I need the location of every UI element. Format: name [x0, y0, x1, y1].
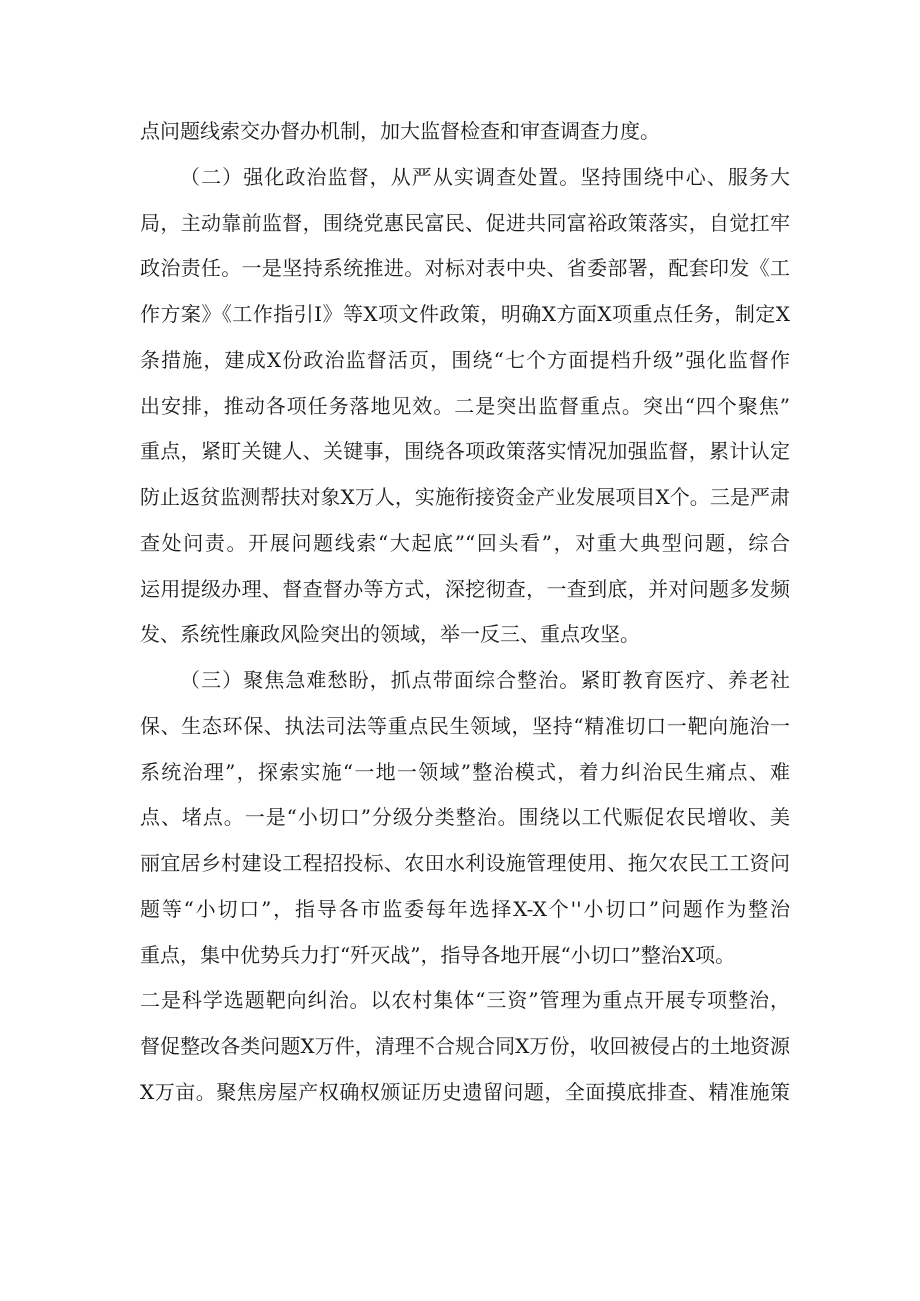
- text-line: 发、系统性廉政风险突出的领域，举一反三、重点攻坚。: [140, 622, 640, 647]
- paragraph-heading-line: （二）强化政治监督，从严从实调查处置。坚持围绕中心、服务大: [180, 164, 790, 189]
- body-text: [140, 109, 790, 1116]
- text-line: 督促整改各类问题X万件，清理不合规合同X万份，收回被侵占的土地资源: [140, 1034, 790, 1058]
- text-line: 题等“小切口”，指导各市监委每年选择X-X个''小切口”问题作为整治: [140, 896, 790, 921]
- text-line: 防止返贫监测帮扶对象X万人，实施衔接资金产业发展项目X个。三是严肃: [140, 485, 790, 509]
- text-line: 点问题线索交办督办机制，加大监督检查和审查调查力度。: [140, 119, 660, 143]
- text-line: 点、堵点。一是“小切口”分级分类整治。围绕以工代赈促农民增收、美: [140, 805, 790, 830]
- text-line: 作方案》《工作指引I》等X项文件政策，明确X方面X项重点任务，制定X: [140, 302, 790, 326]
- text-line: 查处问责。开展问题线索“大起底”“回头看”，对重大典型问题，综合: [140, 530, 790, 555]
- text-line: 二是科学选题靶向纠治。以农村集体“三资”管理为重点开展专项整治，: [140, 988, 790, 1013]
- text-line: 重点，紧盯关键人、关键事，围绕各项政策落实情况加强监督，累计认定: [140, 439, 790, 464]
- text-line: 丽宜居乡村建设工程招投标、农田水利设施管理使用、拖欠农民工工资问: [140, 851, 790, 875]
- text-line: 出安排，推动各项任务落地见效。二是突出监督重点。突出“四个聚焦”: [140, 393, 790, 418]
- text-line: 系统治理”，探索实施“一地一领域”整治模式，着力纠治民生痛点、难: [140, 759, 790, 784]
- text-line: 局，主动靠前监督，围绕党惠民富民、促进共同富裕政策落实，自觉扛牢: [140, 210, 790, 235]
- paragraph-heading-line: （三）聚焦急难愁盼，抓点带面综合整治。紧盯教育医疗、养老社: [180, 668, 790, 692]
- text-line: X万亩。聚焦房屋产权确权颁证历史遗留问题，全面摸底排查、精准施策: [140, 1079, 790, 1104]
- text-line: 运用提级办理、督查督办等方式，深挖彻查，一查到底，并对问题多发频: [140, 576, 790, 601]
- text-line: 政治责任。一是坚持系统推进。对标对表中央、省委部署，配套印发《工: [140, 256, 790, 281]
- text-line: 条措施，建成X份政治监督活页，围绕“七个方面提档升级”强化监督作: [140, 347, 790, 372]
- text-line: 保、生态环保、执法司法等重点民生领域，坚持“精准切口一靶向施治一: [140, 713, 790, 738]
- text-line: 重点，集中优势兵力打“歼灭战”，指导各地开展“小切口”整治X项。: [140, 942, 736, 967]
